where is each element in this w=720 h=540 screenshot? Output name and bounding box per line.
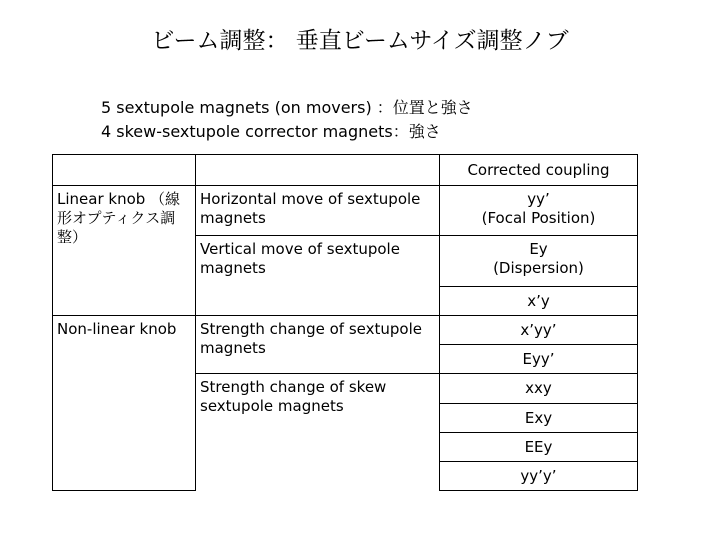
page-title: ビーム調整： 垂直ビームサイズ調整ノブ (151, 28, 569, 54)
yyy-cell: yy’y’ (440, 462, 638, 491)
xxy-cell: xxy (440, 374, 638, 404)
xyy-cell: x’yy’ (440, 316, 638, 345)
header-empty-cell-1 (53, 155, 196, 186)
nonlinear-knob-cell: Non-linear knob (53, 316, 196, 491)
ey-label: Ey (529, 240, 548, 258)
strength-change-skew-cell: Strength change of skew sextupole magnets (196, 374, 440, 491)
dispersion-label: (Dispersion) (493, 259, 584, 277)
yy-prime-label: yy’ (527, 190, 550, 208)
eey-cell: EEy (440, 433, 638, 462)
ey-cell (440, 236, 638, 287)
focal-position-label: (Focal Position) (481, 209, 596, 227)
coupling-table (52, 154, 638, 491)
eyy-cell: Eyy’ (440, 345, 638, 374)
subtitle-line-1: 5 sextupole magnets (on movers) ：位置と強さ (101, 98, 473, 117)
horizontal-move-cell: Horizontal move of sextupole magnets (196, 186, 440, 236)
header-empty-cell-2 (196, 155, 440, 186)
linear-knob-cell: Linear knob （線形オプティクス調整） (53, 186, 196, 316)
xy-cell: x’y (440, 287, 638, 316)
vertical-move-cell: Vertical move of sextupole magnets (196, 236, 440, 316)
header-corrected-coupling: Corrected coupling (440, 155, 638, 186)
subtitle-line-2: 4 skew-sextupole corrector magnets：強さ (101, 122, 441, 141)
yy-prime-cell (440, 186, 638, 236)
exy-cell: Exy (440, 404, 638, 433)
strength-change-cell: Strength change of sextupole magnets (196, 316, 440, 374)
